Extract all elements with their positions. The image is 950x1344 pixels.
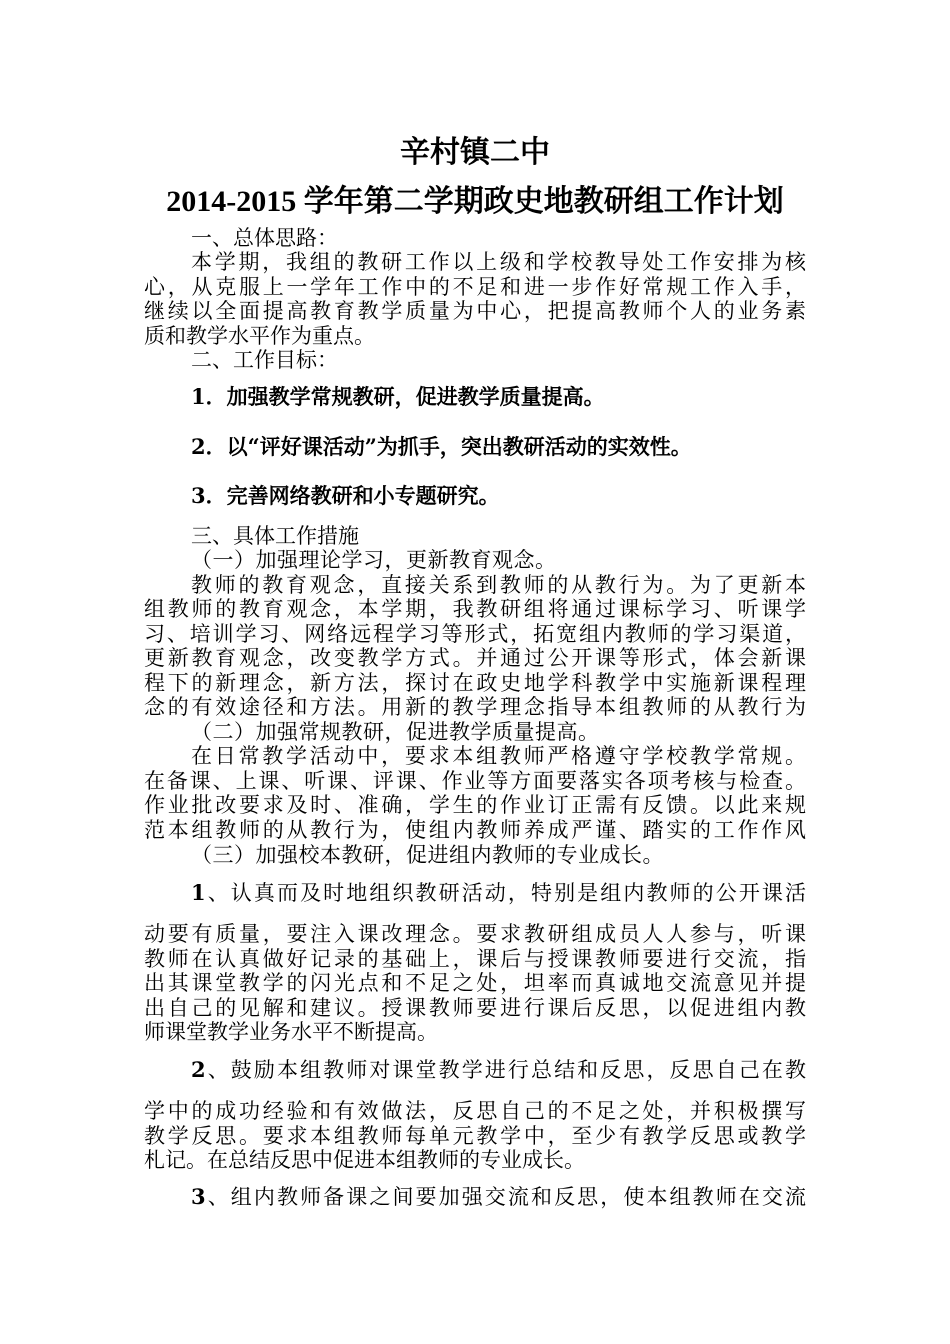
paragraph-line: 教师在认真做好记录的基础上，课后与授课教师要进行交流，指 bbox=[144, 947, 806, 971]
paragraph-line: 作业批改要求及时、准确，学生的作业订正需有反馈。以此来规 bbox=[144, 793, 806, 817]
list-item-3-first-line bbox=[0, 1185, 950, 1209]
section-2-heading: 二、工作目标： bbox=[191, 348, 338, 372]
paragraph-line: 念的有效途径和方法。用新的教学理念指导本组教师的从教行为 bbox=[144, 695, 806, 719]
paragraph-line: 出其课堂教学的闪光点和不足之处，坦率而真诚地交流意见并提 bbox=[144, 971, 806, 995]
paragraph-line: 在备课、上课、听课、评课、作业等方面要落实各项考核与检查。 bbox=[144, 769, 806, 793]
goal-item: 2．以“评好课活动”为抓手，突出教研活动的实效性。 bbox=[191, 434, 692, 459]
item-text: 、鼓励本组教师对课堂教学进行总结和反思，反思自己在教 bbox=[205, 1058, 806, 1082]
paragraph-line: 札记。在总结反思中促进本组教师的专业成长。 bbox=[144, 1148, 585, 1172]
paragraph-line: 教学反思。要求本组教师每单元教学中，至少有教学反思或教学 bbox=[144, 1124, 806, 1148]
plan-title: 2014-2015 学年第二学期政史地教研组工作计划 bbox=[166, 185, 784, 218]
item-number: 1 bbox=[191, 880, 206, 905]
item-number: 3 bbox=[191, 1184, 206, 1209]
measure-3-heading: （三）加强校本教研，促进组内教师的专业成长。 bbox=[191, 843, 664, 867]
paragraph-line: 学中的成功经验和有效做法，反思自己的不足之处，并积极撰写 bbox=[144, 1099, 806, 1123]
paragraph-line: 程下的新理念，新方法，探讨在政史地学科教学中实施新课程理 bbox=[144, 671, 806, 695]
school-name: 辛村镇二中 bbox=[400, 136, 550, 169]
goal-item: 3．完善网络教研和小专题研究。 bbox=[191, 483, 500, 508]
paragraph-line: 出自己的见解和建议。授课教师要进行课后反思，以促进组内教 bbox=[144, 996, 806, 1020]
paragraph-line: 本学期，我组的教研工作以上级和学校教导处工作安排为核 bbox=[191, 250, 806, 274]
section-3-heading: 三、具体工作措施 bbox=[191, 524, 359, 548]
measure-2-heading: （二）加强常规教研，促进教学质量提高。 bbox=[191, 720, 600, 744]
paragraph-line: 质和教学水平作为重点。 bbox=[144, 324, 375, 348]
paragraph-line: 在日常教学活动中，要求本组教师严格遵守学校教学常规。 bbox=[191, 744, 806, 768]
paragraph-line: 习、培训学习、网络远程学习等形式，拓宽组内教师的学习渠道， bbox=[144, 622, 806, 646]
section-1-heading: 一、总体思路： bbox=[191, 226, 338, 250]
paragraph-line: 教师的教育观念，直接关系到教师的从教行为。为了更新本 bbox=[191, 573, 806, 597]
list-item-1-first-line bbox=[0, 881, 950, 905]
paragraph-line: 更新教育观念，改变教学方式。并通过公开课等形式，体会新课 bbox=[144, 646, 806, 670]
paragraph-line: 心，从克服上一学年工作中的不足和进一步作好常规工作入手， bbox=[144, 275, 806, 299]
paragraph-line: 组教师的教育观念，本学期，我教研组将通过课标学习、听课学 bbox=[144, 597, 806, 621]
paragraph-line: 继续以全面提高教育教学质量为中心，把提高教师个人的业务素 bbox=[144, 299, 806, 323]
list-item-2-first-line bbox=[0, 1058, 950, 1082]
item-text: 、组内教师备课之间要加强交流和反思，使本组教师在交流 bbox=[205, 1185, 806, 1209]
goal-item: 1．加强教学常规教研，促进教学质量提高。 bbox=[191, 384, 605, 409]
paragraph-line: 范本组教师的从教行为，使组内教师养成严谨、踏实的工作作风 bbox=[144, 818, 806, 842]
item-number: 2 bbox=[191, 1057, 206, 1082]
item-text: 、认真而及时地组织教研活动，特别是组内教师的公开课活 bbox=[205, 881, 806, 905]
paragraph-line: 师课堂教学业务水平不断提高。 bbox=[144, 1020, 438, 1044]
paragraph-line: 动要有质量，要注入课改理念。要求教研组成员人人参与，听课 bbox=[144, 922, 806, 946]
measure-1-heading: （一）加强理论学习，更新教育观念。 bbox=[191, 548, 557, 572]
